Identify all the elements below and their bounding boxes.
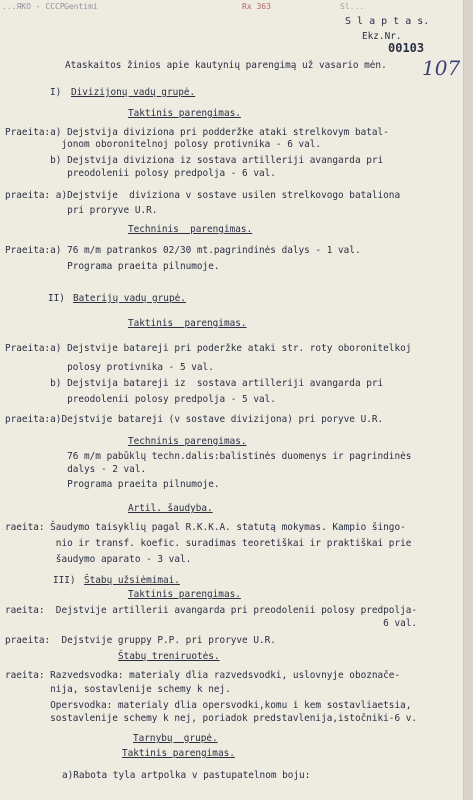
text-line: praeita:a)Dejstvije batareji (v sostave divizijona) pri poryve U.R. bbox=[5, 414, 384, 425]
text-line: Opersvodka: materialy dlia opersvodki,komu i kem sostavliaetsia, bbox=[5, 700, 412, 711]
section-2-technical-heading: Techninis parengimas. bbox=[128, 436, 247, 447]
text-line: šaudymo aparato - 3 val. bbox=[5, 554, 192, 565]
section-3-drills-heading: Štabų treniruotės. bbox=[118, 651, 220, 662]
text-line: dalys - 2 val. bbox=[5, 464, 147, 475]
text-line: jonom oboronitelnoj polosy protivnika - 6 val. bbox=[5, 139, 322, 150]
section-1-number: I) bbox=[50, 87, 62, 98]
archive-stamp: ...ЯКО - СССР bbox=[2, 2, 65, 11]
text-line: raeita: Šaudymo taisyklių pagal R.K.K.A. statutą mokymas. Kampio šingo- bbox=[5, 522, 406, 533]
text-line: a)Rabota tyla artpolka v pastupatelnom boju: bbox=[62, 770, 311, 781]
text-line: raeita: Razvedsvodka: materialy dlia razvedsvodki, uslovnyje oboznače- bbox=[5, 670, 401, 681]
section-2-artillery-heading: Artil. šaudyba. bbox=[128, 503, 213, 514]
archive-reference: Rx 363 bbox=[242, 2, 271, 11]
text-line: preodolenii polosy predpolja - 6 val. bbox=[5, 168, 276, 179]
handwritten-page-number: 107 bbox=[422, 56, 461, 80]
text-line: sostavlenije schemy k nej, poriadok predstavlenija,istočniki-6 v. bbox=[5, 713, 418, 724]
archive-mark: Sl... bbox=[340, 2, 365, 11]
text-line: b) Dejstvija diviziona iz sostava artillerijі avangarda pri bbox=[5, 155, 384, 166]
text-line: Praeita:a) 76 m/m patrankos 02/30 mt.pagrindinės dalys - 1 val. bbox=[5, 245, 361, 256]
text-line: polosy protivnika - 5 val. bbox=[5, 362, 214, 373]
section-1-technical-heading: Techninis parengimas. bbox=[128, 224, 253, 235]
text-line: Programa praeita pilnumoje. bbox=[5, 261, 220, 272]
text-line: 76 m/m pabūklų techn.dalis:balistinės duomenys ir pagrindinės bbox=[5, 451, 412, 462]
document-title: Ataskaitos žinios apie kautynių parengimą už vasario mėn. bbox=[65, 60, 387, 71]
text-line: Praeita:a) Dejstvije batareji pri poderžke ataki str. roty oboronitelkoj bbox=[5, 343, 412, 354]
text-line: praeita: Dejstvije gruppy P.P. pri proryve U.R. bbox=[5, 635, 276, 646]
section-1-tactical-heading: Taktinis parengimas. bbox=[128, 108, 241, 119]
text-line: praeita: a)Dejstvije diviziona v sostave usilen strelkovogo batalіona bbox=[5, 190, 401, 201]
section-2-number: II) bbox=[48, 293, 65, 304]
text-line: raeita: Dejstvije artillerii avangarda pri preodolenii polosy predpolja- bbox=[5, 605, 418, 616]
page-edge bbox=[463, 0, 473, 800]
section-3-number: III) bbox=[53, 575, 76, 586]
text-line: preodolenii polosy predpolja - 5 val. bbox=[5, 394, 276, 405]
text-line: Programa praeita pilnumoje. bbox=[5, 479, 220, 490]
text-line: 6 val. bbox=[5, 618, 418, 629]
section-2-tactical-heading: Taktinis parengimas. bbox=[128, 318, 247, 329]
text-line: b) Dejstvija batareji iz sostava artillerijі avangarda pri bbox=[5, 378, 384, 389]
section-3-tactical-heading: Taktinis parengimas. bbox=[128, 589, 241, 600]
archive-note: Gentimi bbox=[64, 2, 98, 11]
text-line: nija, sostavlenije schemy k nej. bbox=[5, 684, 231, 695]
section-1-heading: Divizijonų vadų grupė. bbox=[71, 87, 196, 98]
section-2-heading: Baterijų vadų grupė. bbox=[73, 293, 186, 304]
section-3-heading: Štabų užsiėmimai. bbox=[84, 575, 180, 586]
section-4-tactical-heading: Taktinis parengimas. bbox=[122, 748, 235, 759]
copy-number-label: Ekz.Nr. bbox=[362, 31, 402, 42]
text-line: nio ir transf. koefic. suradimas teoretiškai ir praktiškai prie bbox=[5, 538, 412, 549]
classification-mark: S l a p t a s. bbox=[345, 16, 430, 27]
document-number: 00103 bbox=[388, 41, 425, 55]
text-line: pri proryve U.R. bbox=[5, 205, 158, 216]
section-4-heading: Tarnybų grupė. bbox=[133, 733, 218, 744]
text-line: Praeita:a) Dejstvija diviziona pri podderžke ataki strelkovym batal- bbox=[5, 127, 389, 138]
